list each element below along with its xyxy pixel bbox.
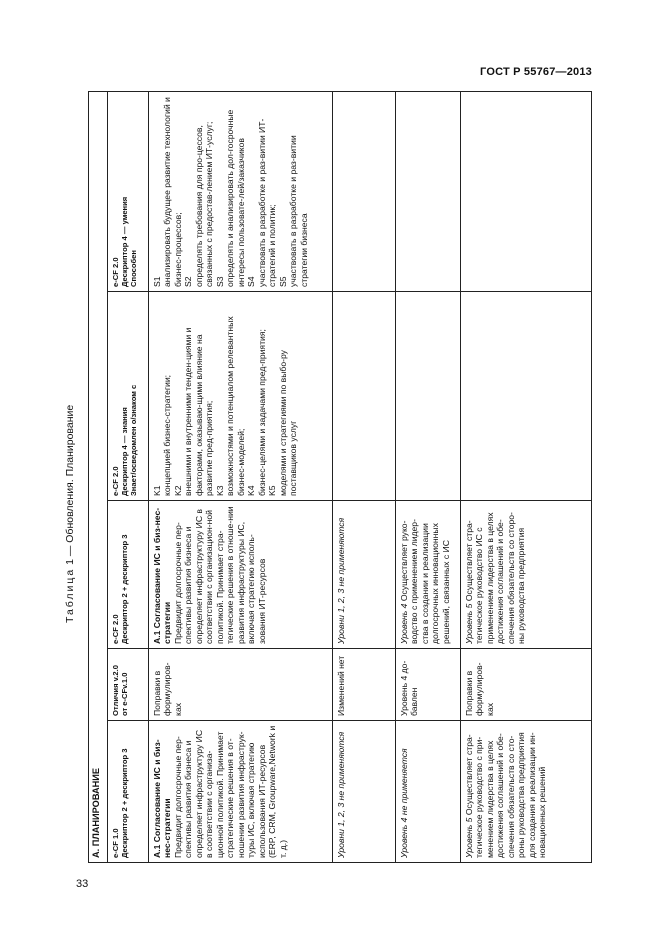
column-header-line: Дескриптор 4 — умения [120, 196, 130, 287]
ecf2-competence-cell [149, 501, 333, 649]
section-row [89, 91, 108, 862]
column-header-line: от e-CFv.1.0 [120, 672, 130, 716]
table-row [333, 91, 396, 862]
rotated-table-wrapper [88, 92, 589, 863]
ecf2-level-cell [396, 501, 461, 649]
level-description: Осуществляет стра-тегическое руководство ИС с применением лидерства в целях достижения соглашений и обе-спечения обязательств со сторо-ны руководства предприятия [464, 512, 527, 644]
level-label: Уровень 5 [464, 817, 474, 858]
knowledge-text: бизнес-целями и задачами пред-приятия; [256, 329, 267, 496]
column-header-line: Дескриптор 4 — знания [120, 407, 130, 496]
skill-code: S3 [214, 276, 225, 287]
skill-code: S2 [183, 276, 194, 287]
knowledge-code: K5 [267, 485, 278, 496]
level-label: Уровень 5 [464, 603, 474, 644]
knowledge-code: K2 [172, 485, 183, 496]
skill-code: S4 [246, 276, 257, 287]
level-label: Уровень 4 [399, 603, 409, 644]
page-number: 33 [76, 878, 89, 890]
knowledge-code: K3 [214, 485, 225, 496]
column-header-line: e-CF 2.0 [111, 466, 120, 496]
competence-description: Предвидит долгосрочные пер-спективы развития бизнеса и определяет инфраструктуру ИС в соответствии с организа-ционной политикой. Принимает стратегические решения в от-ношении развития инфраструк-туры ИС, включая стратегию использования ИТ-ресурсов (ERP, CRM, Groupware,Network и т. д.) [172, 725, 288, 858]
skill-text: определять и анализировать дол-госрочные интересы пользовате-лей/заказчиков [225, 109, 246, 287]
ecf1-level-cell: Уровень 4 не применяется [396, 721, 461, 863]
level-description: Осуществляет стра-тегическое руководство с при-менением лидерства в целях достижения соглашений и обе-спечения обязательств со сто-роны руководства предприятия для создания и реализации ин-новационных решений [464, 732, 548, 858]
empty-cell [396, 292, 461, 501]
skill-text: определять требования для про-цессов, связанных с предостав-лением ИТ-услуг; [193, 121, 215, 287]
diff-cell: Поправки в формулиров-ках [149, 649, 333, 721]
ecf1-level-cell [461, 721, 592, 863]
caption-text: 1 — Обновления. Планирование [64, 404, 76, 565]
column-header-line: e-CF 1.0 [111, 828, 120, 858]
empty-cell [396, 91, 461, 291]
diff-cell: Изменений нет [333, 649, 396, 721]
table-row [149, 91, 333, 862]
header-row [108, 91, 149, 862]
knowledge-code: K4 [246, 485, 257, 496]
column-header-line: Отличия v.2.0 [111, 665, 120, 716]
column-header-knowledge [108, 292, 149, 501]
ecf2-level-cell: Уровни 1, 2, 3 не применяются [333, 501, 396, 649]
empty-cell [461, 292, 592, 501]
section-title: A. ПЛАНИРОВАНИЕ [89, 91, 108, 862]
knowledge-text: внешними и внутренними тенден-циями и факторами, оказываю-щими влияние на развитие пред-приятия; [183, 327, 215, 496]
table-caption [64, 405, 76, 623]
skills-cell [149, 91, 333, 291]
diff-cell: Уровень 4 до-бавлен [396, 649, 461, 721]
planning-updates-table [88, 91, 592, 863]
level-description: Осуществляет руко-водство с применением лидер-ства в создании и реализации долгосрочных инновационных решений, связанных с ИС [399, 519, 451, 644]
column-header-ecf1 [108, 721, 149, 863]
table-row [461, 91, 592, 862]
column-header-ecf2 [108, 501, 149, 649]
knowledge-cell [149, 292, 333, 501]
empty-cell [461, 91, 592, 291]
skill-code: S5 [277, 276, 288, 287]
column-header-line: Дескриптор 2 + дескриптор 3 [120, 534, 130, 644]
skill-text: участвовать в разработке и раз-витии ИТ-стратегий и политик; [256, 118, 278, 287]
knowledge-text: концепцией бизнес-стратегии; [162, 374, 173, 496]
document-standard-header: ГОСТ Р 55767—2013 [480, 66, 592, 78]
ecf1-competence-cell [149, 721, 333, 863]
column-header-line: Дескриптор 2 + дескриптор 3 [120, 748, 130, 858]
column-header-line: e-CF 2.0 [111, 257, 120, 287]
ecf2-level-cell [461, 501, 592, 649]
empty-cell [333, 91, 396, 291]
knowledge-text: возможностями и потенциалом релевантных бизнес-моделей; [225, 316, 246, 496]
diff-cell: Поправки в формулиров-ках [461, 649, 592, 721]
table-row [396, 91, 461, 862]
knowledge-text: моделями и стратегиями по выбо-ру поставщиков услуг [277, 350, 299, 496]
column-header-skills [108, 91, 149, 291]
column-header-line: e-CF 2.0 [111, 614, 120, 644]
caption-prefix: Таблица [64, 567, 76, 623]
column-header-line: Знает/осведомлен о/знаком с [129, 384, 139, 496]
skill-text: анализировать будущее развитие технологий и бизнес-процессов; [162, 97, 183, 287]
skill-text: участвовать в разработке и раз-витии стратегии бизнеса [288, 135, 309, 287]
competence-description: Предвидит долгосрочные пер-спективы развития бизнеса и определяет инфраструктуру ИС в соответствии с организацион-ной политикой. Принимает стра-тегические решения в отноше-нии развития инфраструктуры ИС, включая стратегию исполь-зования ИТ-ресурсов [172, 506, 267, 644]
knowledge-code: K1 [152, 485, 162, 496]
competence-title: A.1 Согласование ИС и биз-нес-стратегии [152, 507, 173, 644]
column-header-line: Способен [129, 250, 139, 287]
empty-cell [333, 292, 396, 501]
column-header-diff [108, 649, 149, 721]
skill-code: S1 [152, 276, 162, 287]
competence-title: A.1 Согласование ИС и биз-нес-стратегии [152, 739, 173, 858]
ecf1-level-cell: Уровни 1, 2, 3 не применяются [333, 721, 396, 863]
